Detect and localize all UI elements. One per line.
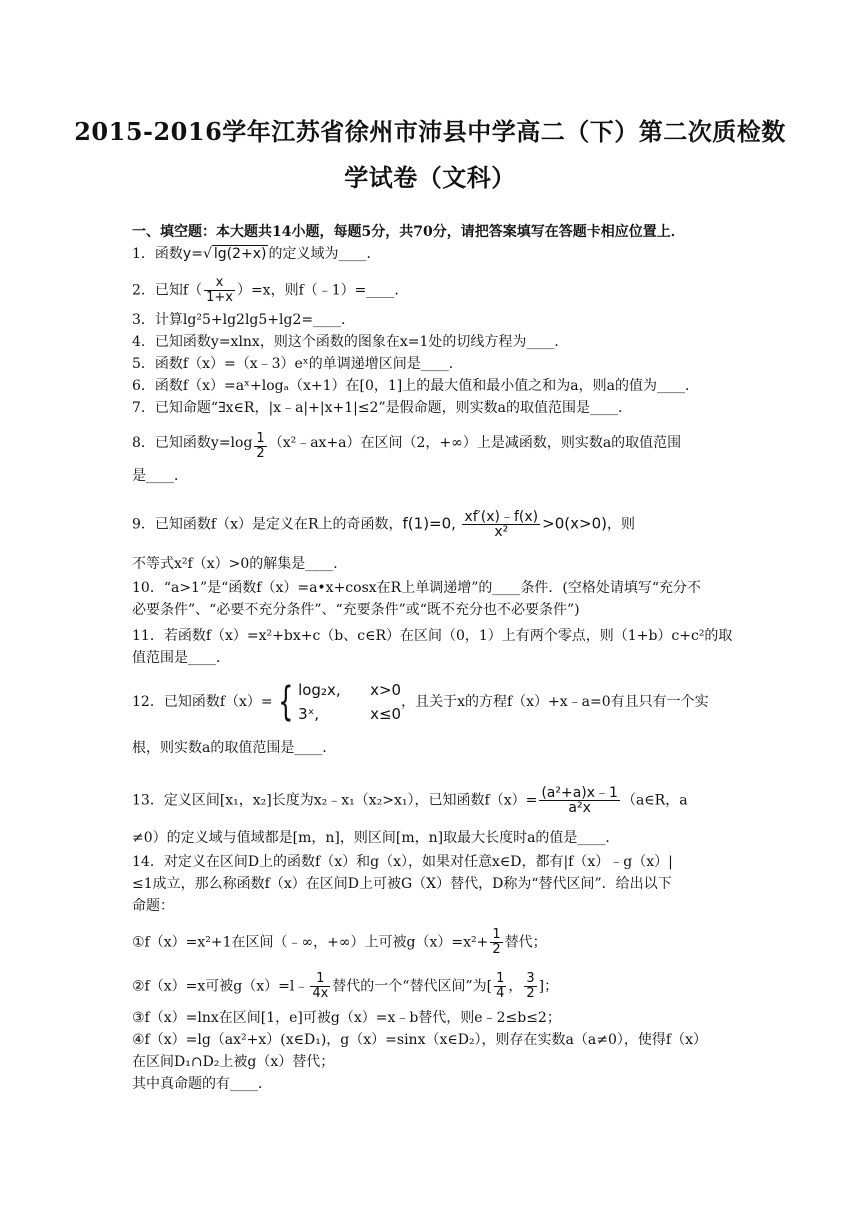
q2-numerator: x bbox=[204, 276, 235, 291]
q2-denominator: 1+x bbox=[206, 290, 233, 305]
p2-right-denominator: 2 bbox=[526, 986, 535, 1001]
q12-case2-cond: x≤0 bbox=[370, 705, 402, 723]
p1-prefix: ①f（x）=x²+1在区间（﹣∞，+∞）上可被g（x）=x²+ bbox=[132, 934, 489, 951]
p1-denominator: 2 bbox=[492, 942, 501, 957]
q12-prefix: 12．已知函数f（x）= bbox=[132, 694, 273, 710]
q8-base-denominator: 2 bbox=[256, 446, 265, 461]
question-14-line3: 命题： bbox=[132, 898, 174, 914]
section-heading: 一、填空题：本大题共14小题，每题5分，共70分，请把答案填写在答题卡相应位置上． bbox=[132, 224, 685, 240]
q12-case1-cond: x>0 bbox=[370, 681, 402, 699]
q9-suffix: ，则 bbox=[606, 516, 635, 533]
p1-numerator: 1 bbox=[492, 927, 501, 942]
question-9-line2: 不等式x²f（x）>0的解集是____． bbox=[132, 556, 348, 572]
q14-proposition-2 bbox=[132, 972, 558, 1001]
q13-prefix: 13．定义区间[x₁，x₂]长度为x₂﹣x₁（x₂>x₁），已知函数f（x）= bbox=[132, 792, 538, 809]
q9-denominator: x² bbox=[494, 524, 509, 540]
question-9 bbox=[132, 510, 635, 539]
p2-fraction bbox=[310, 972, 330, 1001]
question-6: 6．函数f（x）=aˣ+logₐ（x+1）在[0，1]上的最大值和最小值之和为a，则a的值为____． bbox=[132, 378, 699, 394]
question-3: 3．计算lg²5+lg2lg5+lg2=____． bbox=[132, 312, 356, 328]
q2-fraction bbox=[204, 276, 235, 305]
q12-case1-expr: log₂x, bbox=[298, 681, 341, 699]
p2-interval-right bbox=[524, 972, 536, 1001]
question-13-line2: ≠0）的定义域与值域都是[m，n]，则区间[m，n]取最大长度时a的值是____． bbox=[132, 830, 620, 846]
q14-proposition-1 bbox=[132, 928, 547, 957]
p2-interval-left bbox=[494, 972, 506, 1001]
question-11-line1: 11．若函数f（x）=x²+bx+c（b、c∈R）在区间（0，1）上有两个零点，则（1+b）c+c²的取 bbox=[132, 628, 733, 644]
q13-suffix: （a∈R，a bbox=[621, 792, 688, 809]
q8-suffix: （x²﹣ax+a）在区间（2，+∞）上是减函数，则实数a的取值范围 bbox=[268, 435, 682, 451]
question-12 bbox=[132, 678, 709, 726]
question-5: 5．函数f（x）=（x﹣3）eˣ的单调递增区间是____． bbox=[132, 356, 463, 372]
p2-right-numerator: 3 bbox=[526, 971, 535, 986]
q14-proposition-3: ③f（x）=lnx在区间[1，e]可被g（x）=x﹣b替代，则e﹣2≤b≤2； bbox=[132, 1010, 561, 1026]
p2-numerator: 1 bbox=[310, 972, 330, 987]
question-14-line1: 14．对定义在区间D上的函数f（x）和g（x），如果对任意x∈D，都有|f（x）﹣g（x）| bbox=[132, 854, 673, 870]
p2-left-denominator: 4 bbox=[496, 986, 505, 1001]
q1-prefix: 1．函数 bbox=[132, 246, 183, 262]
question-8-line2: 是____． bbox=[132, 468, 188, 484]
q9-relation: >0(x>0) bbox=[542, 514, 607, 533]
q14-proposition-4-line1: ④f（x）=lg（ax²+x）(x∈D₁)，g（x）=sinx（x∈D₂），则存在实数a（a≠0），使得f（x） bbox=[132, 1032, 707, 1048]
q13-denominator: a²x bbox=[568, 800, 591, 816]
question-11-line2: 值范围是____． bbox=[132, 650, 230, 666]
q14-conclusion: 其中真命题的有____． bbox=[132, 1076, 272, 1092]
q2-suffix: ）=x，则f（﹣1）=____． bbox=[236, 282, 409, 299]
q8-log-base bbox=[254, 432, 266, 461]
exam-title-line1: 2015-2016学年江苏省徐州市沛县中学高二（下）第二次质检数 bbox=[74, 117, 786, 146]
p2-left-numerator: 1 bbox=[496, 971, 505, 986]
q9-condition: f(1)=0, bbox=[402, 514, 456, 533]
p1-suffix: 替代； bbox=[504, 934, 547, 951]
question-1 bbox=[132, 244, 380, 264]
q12-suffix: ，且关于x的方程f（x）+x﹣a=0有且只有一个实 bbox=[401, 694, 709, 710]
q8-prefix: 8．已知函数y=log bbox=[132, 435, 253, 451]
question-2 bbox=[132, 276, 408, 305]
exam-title-line2: 学试卷（文科） bbox=[344, 163, 516, 192]
q9-fraction bbox=[462, 510, 540, 539]
q2-prefix: 2．已知f（ bbox=[132, 282, 203, 299]
question-13 bbox=[132, 786, 688, 815]
q12-piecewise bbox=[273, 678, 401, 726]
p2-prefix: ②f（x）=x可被g（x）=l﹣ bbox=[132, 978, 309, 995]
p2-middle: 替代的一个“替代区间”为[ bbox=[332, 978, 493, 995]
q1-lhs: y= bbox=[182, 246, 203, 262]
q13-fraction bbox=[539, 786, 620, 815]
question-12-line2: 根，则实数a的取值范围是____． bbox=[132, 740, 337, 756]
question-8 bbox=[132, 432, 681, 461]
question-10-line1: 10．“a>1”是“函数f（x）=a•x+cosx在R上单调递增”的____条件．(空格处请填写“充分不 bbox=[132, 580, 701, 596]
q14-proposition-4-line2: 在区间D₁∩D₂上被g（x）替代； bbox=[132, 1054, 335, 1070]
p1-fraction bbox=[490, 928, 502, 957]
q9-prefix: 9．已知函数f（x）是定义在R上的奇函数， bbox=[132, 516, 403, 533]
q1-radicand: lg(2+x) bbox=[213, 246, 267, 262]
question-10-line2: 必要条件”、“必要不充分条件”、“充要条件”或“既不充分也不必要条件”) bbox=[132, 602, 580, 618]
question-7: 7．已知命题“∃x∈R，|x﹣a|+|x+1|≤2”是假命题，则实数a的取值范围是____． bbox=[132, 400, 632, 416]
q9-numerator: xf′(x)﹣f(x) bbox=[464, 509, 539, 525]
question-14-line2: ≤1成立，那么称函数f（x）在区间D上可被G（X）替代，D称为“替代区间”．给出以下 bbox=[132, 876, 672, 892]
p2-suffix: ]； bbox=[538, 978, 559, 995]
q1-formula: y=√ lg(2+x) bbox=[182, 246, 267, 262]
question-4: 4．已知函数y=xlnx，则这个函数的图象在x=1处的切线方程为____． bbox=[132, 334, 569, 350]
q13-numerator: (a²+a)x﹣1 bbox=[541, 785, 618, 801]
q12-case2-expr: 3ˣ, bbox=[298, 705, 320, 723]
p2-separator: ， bbox=[508, 978, 523, 995]
q1-suffix: 的定义域为____． bbox=[268, 246, 381, 262]
q8-base-numerator: 1 bbox=[256, 431, 265, 446]
p2-denominator: 4x bbox=[312, 986, 329, 1001]
q12-brace: { bbox=[277, 679, 293, 725]
